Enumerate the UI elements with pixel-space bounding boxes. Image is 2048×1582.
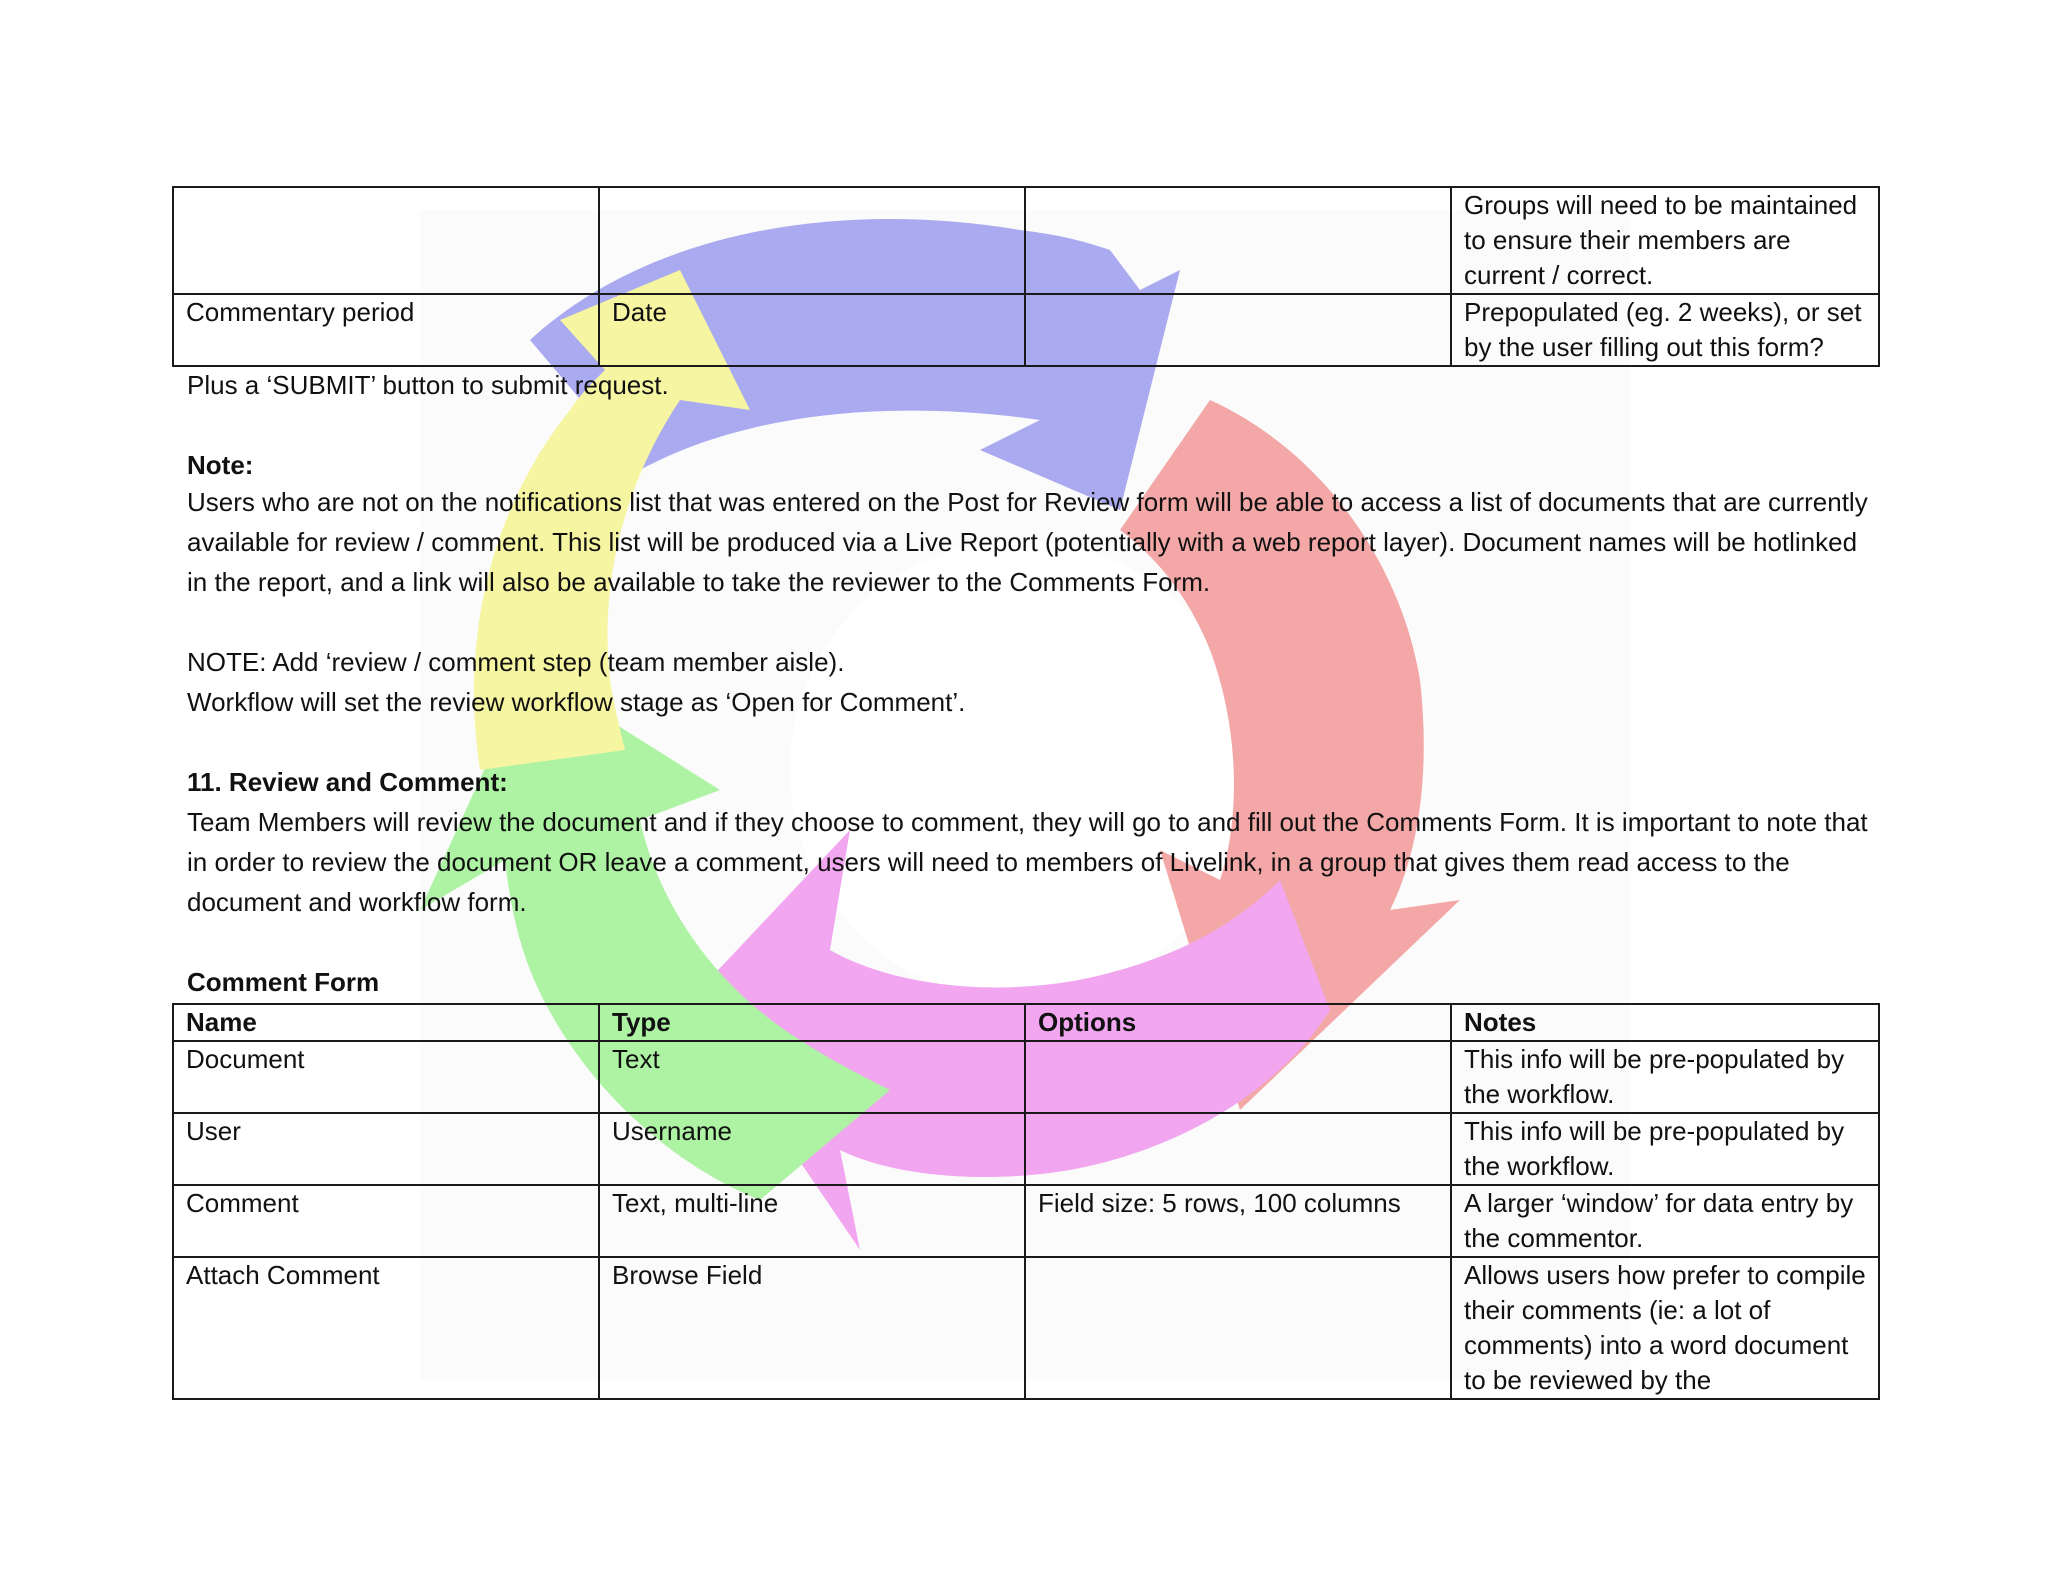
section11-body: Team Members will review the document and if they choose to comment, they will go to and fill out the Comments Form. It is important to note that in order to review the document OR leave a comment, users will need to members of Livelink, in a group that gives them read access to the document and workflow form. (187, 807, 1868, 917)
table-row (173, 187, 1879, 294)
comment-form-table (172, 1003, 1880, 1400)
table-row (173, 1257, 1879, 1399)
table-cell (1025, 1113, 1451, 1185)
table-cell (173, 187, 599, 294)
column-header: Options (1025, 1004, 1451, 1041)
table-cell: User (173, 1113, 599, 1185)
table-cell: Date (599, 294, 1025, 366)
table-cell: Document (173, 1041, 599, 1113)
table-cell (599, 187, 1025, 294)
table-cell (1025, 1257, 1451, 1399)
table-header-row (173, 1004, 1879, 1041)
table-cell: Text (599, 1041, 1025, 1113)
column-header: Name (173, 1004, 599, 1041)
table-cell: Allows users how prefer to compile their comments (ie: a lot of comments) into a word document to be reviewed by the (1451, 1257, 1879, 1399)
comment-form-title: Comment Form (187, 967, 380, 997)
table-cell: Groups will need to be maintained to ensure their members are current / correct. (1451, 187, 1879, 294)
submit-note: Plus a ‘SUBMIT’ button to submit request. (187, 370, 669, 400)
table-row (173, 1041, 1879, 1113)
note-heading: Note: (187, 450, 254, 480)
table-cell (1025, 294, 1451, 366)
column-header: Type (599, 1004, 1025, 1041)
note2-line2: Workflow will set the review workflow stage as ‘Open for Comment’. (187, 687, 966, 717)
section11-heading: 11. Review and Comment: (187, 767, 508, 797)
table-cell (1025, 1041, 1451, 1113)
note-body: Users who are not on the notifications list that was entered on the Post for Review form will be able to access a list of documents that are currently available for review / comment. This list will be produced via a Live Report (potentially with a web report layer). Document names will be hotlinked in the report, and a link will also be available to take the reviewer to the Comments Form. (187, 487, 1868, 597)
column-header: Notes (1451, 1004, 1879, 1041)
table-row (173, 1185, 1879, 1257)
table-cell: Prepopulated (eg. 2 weeks), or set by the user filling out this form? (1451, 294, 1879, 366)
table-cell (1025, 187, 1451, 294)
table-row (173, 294, 1879, 366)
table-cell: This info will be pre-populated by the workflow. (1451, 1041, 1879, 1113)
table-cell: Browse Field (599, 1257, 1025, 1399)
table-cell: A larger ‘window’ for data entry by the commentor. (1451, 1185, 1879, 1257)
note2-line1: NOTE: Add ‘review / comment step (team member aisle). (187, 647, 845, 677)
table-cell: Commentary period (173, 294, 599, 366)
table-cell: Text, multi-line (599, 1185, 1025, 1257)
table-cell: Attach Comment (173, 1257, 599, 1399)
post-form-fields-table (172, 186, 1880, 367)
table-row (173, 1113, 1879, 1185)
table-cell: This info will be pre-populated by the workflow. (1451, 1113, 1879, 1185)
table-cell: Comment (173, 1185, 599, 1257)
table-cell: Field size: 5 rows, 100 columns (1025, 1185, 1451, 1257)
table-cell: Username (599, 1113, 1025, 1185)
